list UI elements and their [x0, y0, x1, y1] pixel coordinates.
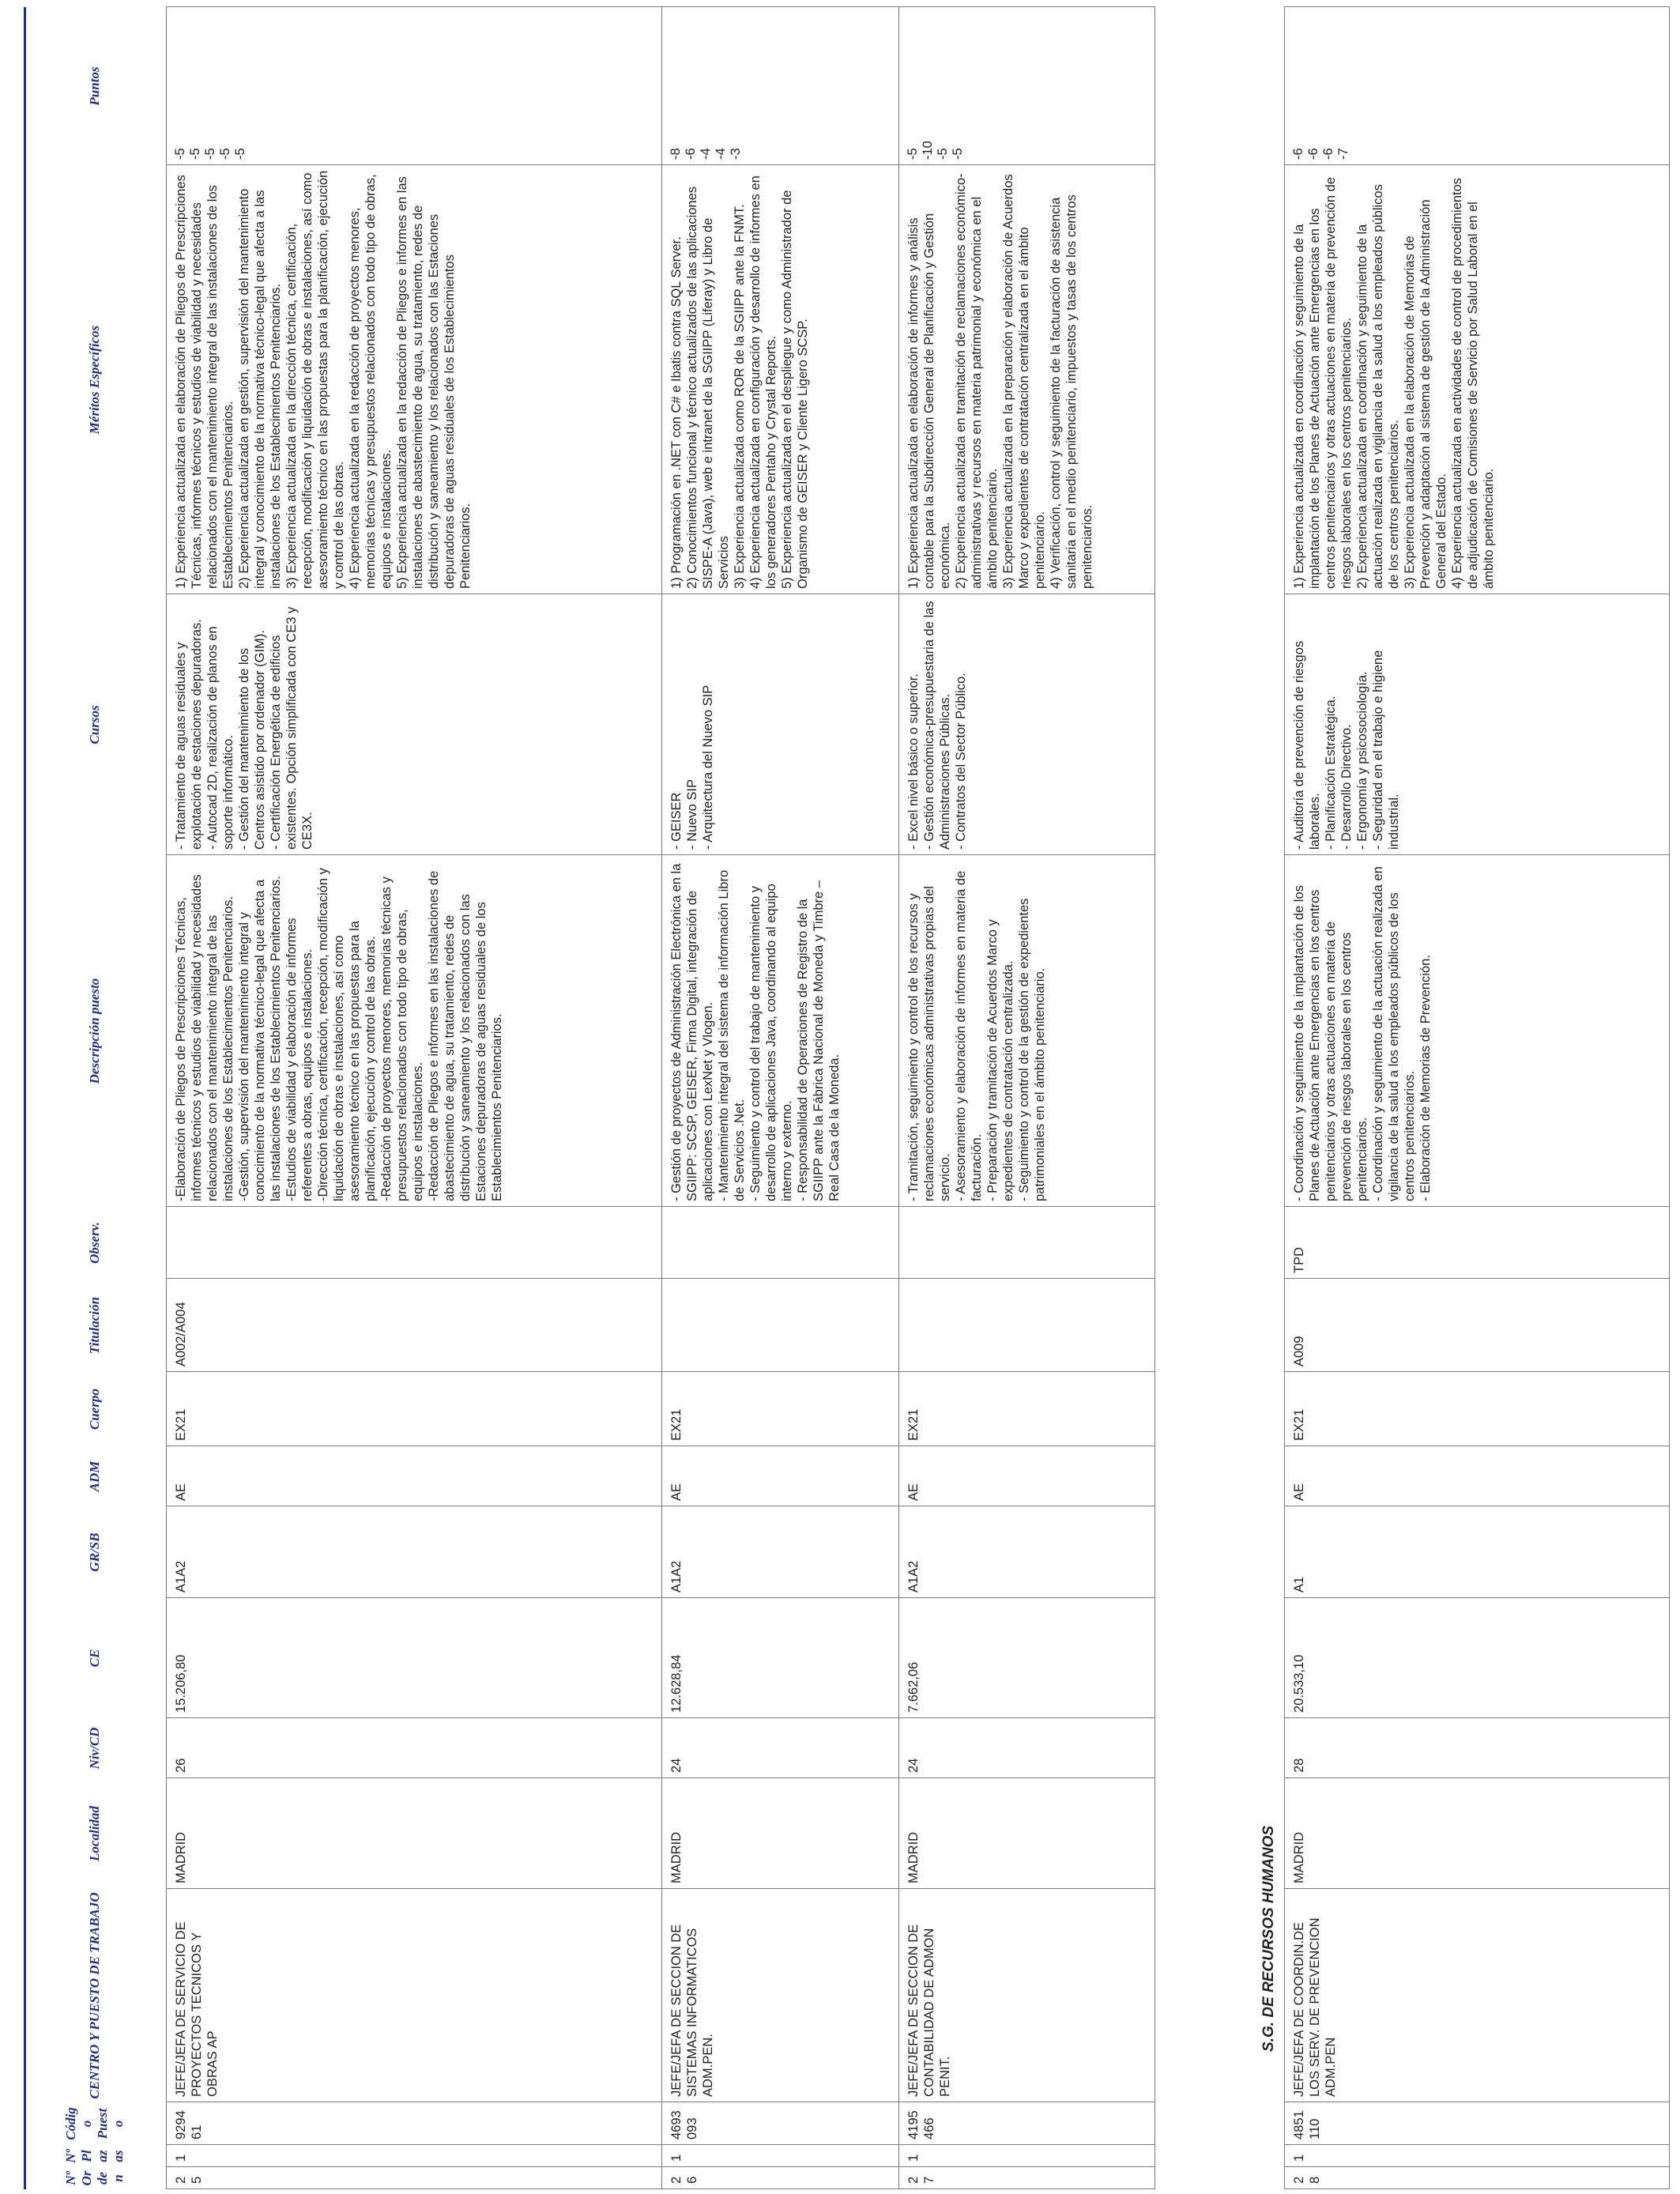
- cell-localidad: MADRID: [167, 1778, 662, 1889]
- punto-value: -7: [1336, 148, 1350, 160]
- cell-cursos: - Auditoría de prevención de riesgos laborales. - Planificación Estratégica. - Desarrollo Directivo. - Ergonomía y psicosociología. - Seguridad en el trabajo e higiene industrial.: [1285, 594, 1670, 855]
- cell-grsb: A1: [1285, 1506, 1670, 1598]
- punto-value: -6: [1321, 148, 1335, 160]
- cell-codigo: 4195466: [899, 2102, 1155, 2145]
- header-orden: Nº Orden: [63, 2170, 126, 2186]
- cell-titulacion: [662, 1279, 899, 1372]
- header-observ: Observ.: [87, 1222, 102, 1264]
- punto-value: -5: [188, 148, 202, 160]
- table-row: [899, 7, 1155, 2189]
- cell-ce: 12.628,84: [662, 1598, 899, 1718]
- cell-descripcion: - Coordinación y seguimiento de la implantación de los Planes de Actuación ante Emergencias en los centros penitenciarios y otras actuaciones en materia de prevención de riesgos laborales en los centros penitenciarios. - Coordinación y seguimiento de la actuación realizada en vigilancia de la salud a los empleados públicos de los centros penitenciarios. - Elaboración de Memorias de Prevención.: [1285, 855, 1670, 1207]
- cell-adm: AE: [1285, 1446, 1670, 1506]
- cell-codigo: 929461: [167, 2102, 662, 2145]
- punto-value: -8: [669, 148, 683, 160]
- cell-plazas: 1: [167, 2145, 662, 2167]
- cell-cuerpo: EX21: [1285, 1372, 1670, 1446]
- cell-adm: AE: [167, 1446, 662, 1506]
- cell-observ: [662, 1207, 899, 1279]
- header-nivcd: Niv/CD: [87, 1727, 102, 1770]
- cell-nivcd: 24: [899, 1718, 1155, 1778]
- punto-value: -5: [951, 148, 965, 160]
- punto-value: -5: [233, 148, 247, 160]
- cell-centro: JEFE/JEFA DE SECCION DE SISTEMAS INFORMATICOS ADM.PEN.: [662, 1889, 899, 2102]
- cell-meritos: 1) Programación en .NET con C# e Ibatis contra SQL Server. 2) Conocimientos funcional y técnico actualizados de las aplicaciones SISPE-A (Java), web e intranet de la SGIIPP (Liferay) y Libro de Servicios 3) Experiencia actualizada como ROR de la SGIIPP ante la FNMT. 4) Experiencia actualizada en configuración y desarrollo de informes en los generadores Pentaho y Crystal Reports. 5) Experiencia actualizada en el despliegue y como Administrador de Organismo de GEISER y Cliente Ligero SCSP.: [662, 165, 899, 594]
- header-adm: ADM: [87, 1461, 102, 1492]
- cell-descripcion: -Elaboración de Pliegos de Prescripciones Técnicas, informes técnicos y estudios de viabilidad y necesidades relacionados con el mantenimiento integral de las instalaciones de los Establecimientos Penitenciarios. -Gestión, supervisión del mantenimiento integral y conocimiento de la normativa técnico-legal que afecta a las instalaciones de los Establecimientos Penitenciarios. -Estudios de viabilidad y elaboración de informes referentes a obras, equipos e instalaciones. -Dirección técnica, certificación, recepción, modificación y liquidación de obras e instalaciones, así como asesoramiento técnico en las propuestas para la planificación, ejecución y control de las obras. -Redacción de proyectos menores, memorias técnicas y presupuestos relacionados con todo tipo de obras, equipos e instalaciones. -Redacción de Pliegos e informes en las instalaciones de abastecimiento de agua, su tratamiento, redes de distribución y saneamiento y los relacionados con las Estaciones depuradoras de aguas residuales de los Establecimientos Penitenciarios.: [167, 855, 662, 1207]
- header-cuerpo: Cuerpo: [87, 1389, 102, 1430]
- cell-nivcd: 26: [167, 1718, 662, 1778]
- cell-cuerpo: EX21: [167, 1372, 662, 1446]
- punto-value: -5: [173, 148, 187, 160]
- positions-table-rrhh: [1284, 6, 1670, 2189]
- cell-cuerpo: EX21: [662, 1372, 899, 1446]
- cell-puntos: [899, 7, 1155, 165]
- punto-value: -5: [936, 148, 950, 160]
- table-row: [1285, 7, 1670, 2189]
- punto-value: -3: [729, 148, 743, 160]
- header-cursos: Cursos: [87, 705, 102, 745]
- cell-adm: AE: [899, 1446, 1155, 1506]
- cell-observ: TPD: [1285, 1207, 1670, 1279]
- cell-puntos: [662, 7, 899, 165]
- punto-value: -10: [921, 141, 935, 160]
- cell-centro: JEFE/JEFA DE SECCION DE CONTABILIDAD DE ADMON PENIT.: [899, 1889, 1155, 2102]
- cell-grsb: A1A2: [167, 1506, 662, 1598]
- header-puntos: Puntos: [87, 66, 102, 106]
- cell-orden: 25: [167, 2167, 662, 2189]
- cell-codigo: 4693093: [662, 2102, 899, 2145]
- cell-plazas: 1: [1285, 2145, 1670, 2167]
- positions-table: [166, 6, 1155, 2189]
- cell-cursos: - Excel nivel básico o superior. - Gestión económica-presupuestaria de las Administraciones Públicas. - Contratos del Sector Público.: [899, 594, 1155, 855]
- punto-value: -6: [684, 148, 698, 160]
- header-ce: CE: [87, 1649, 102, 1668]
- cell-plazas: 1: [662, 2145, 899, 2167]
- cell-meritos: 1) Experiencia actualizada en elaboración de Pliegos de Prescripciones Técnicas, informes técnicos y estudios de viabilidad y necesidades relacionados con el mantenimiento integral de las instalaciones de los Establecimientos Penitenciarios. 2) Experiencia actualizada en gestión, supervisión del mantenimiento integral y conocimiento de la normativa técnico-legal que afecta a las instalaciones de los Establecimientos Penitenciarios. 3) Experiencia actualizada en la dirección técnica, certificación, recepción, modificación y liquidación de obras e instalaciones, así como asesoramiento técnico en las propuestas para la planificación, ejecución y control de las obras. 4) Experiencia actualizada en la redacción de proyectos menores, memorias técnicas y presupuestos relacionados con todo tipo de obras, equipos e instalaciones. 5) Experiencia actualizada en la redacción de Pliegos e informes en las instalaciones de abastecimiento de agua, su tratamiento, redes de distribución y saneamiento y los relacionados con las Estaciones depuradoras de aguas residuales de los Establecimientos Penitenciarios.: [167, 165, 662, 594]
- cell-observ: [899, 1207, 1155, 1279]
- cell-orden: 28: [1285, 2167, 1670, 2189]
- cell-puntos: [167, 7, 662, 165]
- cell-meritos: 1) Experiencia actualizada en elaboración de informes y análisis contable para la Subdirección General de Planificación y Gestión económica. 2) Experiencia actualizada en tramitación de reclamaciones económico-administrativas y recursos en materia patrimonial y económica en el ámbito penitenciario. 3) Experiencia actualizada en la preparación y elaboración de Acuerdos Marco y expedientes de contratación centralizada en el ámbito penitenciario. 4) Verificación, control y seguimiento de la facturación de asistencia sanitaria en el medio penitenciario, impuestos y tasas de los centros penitenciarios.: [899, 165, 1155, 594]
- cell-titulacion: [899, 1279, 1155, 1372]
- column-headers: [24, 7, 166, 2189]
- cell-centro: JEFE/JEFA DE COORDIN.DE LOS SERV. DE PREVENCION ADM.PEN: [1285, 1889, 1670, 2102]
- header-localidad: Localidad: [87, 1806, 102, 1861]
- cell-nivcd: 28: [1285, 1718, 1670, 1778]
- cell-grsb: A1A2: [899, 1506, 1155, 1598]
- cell-cursos: - Tratamiento de aguas residuales y explotación de estaciones depuradoras. - Autocad 2D, realización de planos en soporte informático. - Gestión del mantenimiento de los Centros asistido por ordenador (GIM). - Certificación Energética de edificios existentes. Opción simplificada con CE3 y CE3X.: [167, 594, 662, 855]
- cell-cuerpo: EX21: [899, 1372, 1155, 1446]
- header-titulacion: Titulación: [87, 1296, 102, 1355]
- cell-descripcion: - Tramitación, seguimiento y control de los recursos y reclamaciones económicas administrativas propias del servicio. - Asesoramiento y elaboración de informes en materia de facturación. - Preparación y tramitación de Acuerdos Marco y expedientes de contratación centralizada. - Seguimiento y control de la gestión de expedientes patrimoniales en el ámbito penitenciario.: [899, 855, 1155, 1207]
- cell-orden: 27: [899, 2167, 1155, 2189]
- cell-cursos: - GEISER - Nuevo SIP - Arquitectura del Nuevo SIP: [662, 594, 899, 855]
- punto-value: -5: [906, 148, 920, 160]
- cell-observ: [167, 1207, 662, 1279]
- cell-titulacion: A002/A004: [167, 1279, 662, 1372]
- cell-localidad: MADRID: [899, 1778, 1155, 1889]
- cell-puntos: [1285, 7, 1670, 165]
- punto-value: -6: [1291, 148, 1305, 160]
- header-centro: CENTRO Y PUESTO DE TRABAJO: [87, 1892, 102, 2099]
- cell-localidad: MADRID: [662, 1778, 899, 1889]
- header-meritos: Méritos Específicos: [87, 325, 102, 435]
- table-row: [662, 7, 899, 2189]
- cell-titulacion: A009: [1285, 1279, 1670, 1372]
- punto-value: -5: [203, 148, 217, 160]
- header-plazas: Nº Plazas: [63, 2149, 126, 2163]
- cell-descripcion: - Gestión de proyectos de Administración Electrónica en la SGIIPP: SCSP, GEISER, Firma Digital, integración de aplicaciones con LexNet y Vlogen. - Mantenimiento integral del sistema de información Libro de Servicios .Net. - Seguimiento y control del trabajo de mantenimiento y desarrollo de aplicaciones Java, coordinando al equipo interno y externo. - Responsabilidad de Operaciones de Registro de la SGIIPP ante la Fábrica Nacional de Moneda y Timbre – Real Casa de la Moneda.: [662, 855, 899, 1207]
- cell-nivcd: 24: [662, 1718, 899, 1778]
- cell-grsb: A1A2: [662, 1506, 899, 1598]
- table-row: [167, 7, 662, 2189]
- punto-value: -5: [218, 148, 232, 160]
- punto-value: -4: [699, 148, 713, 160]
- cell-localidad: MADRID: [1285, 1778, 1670, 1889]
- cell-orden: 26: [662, 2167, 899, 2189]
- cell-ce: 15.206,80: [167, 1598, 662, 1718]
- cell-meritos: 1) Experiencia actualizada en coordinación y seguimiento de la implantación de los Planes de Actuación ante Emergencias en los centros penitenciarios y otras actuaciones en materia de prevención de riesgos laborales en los centros penitenciarios. 2) Experiencia actualizada en coordinación y seguimiento de la actuación realizada en vigilancia de la salud a los empleados públicos de los centros penitenciarios. 3) Experiencia actualizada en la elaboración de Memorias de Prevención y adaptación al sistema de gestión de la Administración General del Estado. 4) Experiencia actualizada en actividades de control de procedimientos de adjudicación de Comisiones de Servicio por Salud Laboral en el ámbito penitenciario.: [1285, 165, 1670, 594]
- header-grsb: GR/SB: [87, 1532, 102, 1572]
- header-descripcion: Descripción puesto: [87, 978, 102, 1084]
- cell-centro: JEFE/JEFA DE SERVICIO DE PROYECTOS TECNICOS Y OBRAS AP: [167, 1889, 662, 2102]
- cell-ce: 7.662,06: [899, 1598, 1155, 1718]
- punto-value: -6: [1306, 148, 1320, 160]
- header-codigo: Código Puesto: [63, 2107, 126, 2140]
- punto-value: -4: [714, 148, 728, 160]
- cell-plazas: 1: [899, 2145, 1155, 2167]
- cell-adm: AE: [662, 1446, 899, 1506]
- cell-ce: 20.533,10: [1285, 1598, 1670, 1718]
- cell-codigo: 4851110: [1285, 2102, 1670, 2145]
- section-title: S.G. DE RECURSOS HUMANOS: [1260, 1825, 1277, 2052]
